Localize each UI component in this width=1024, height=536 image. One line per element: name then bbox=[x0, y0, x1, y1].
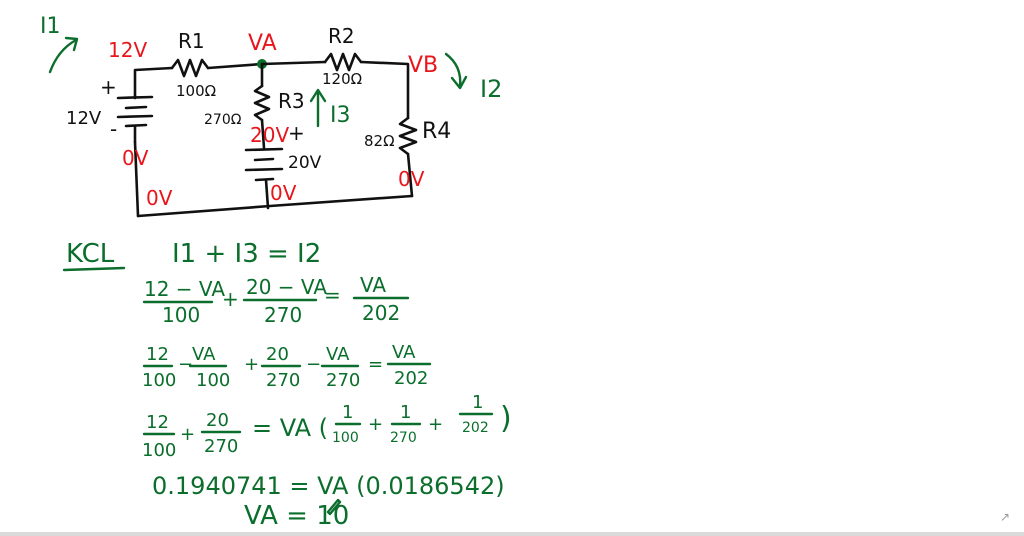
wire-r2-to-node-b bbox=[361, 62, 408, 118]
equation-line-4 bbox=[142, 392, 512, 461]
label-r4-value: 82Ω bbox=[364, 132, 395, 150]
fraction-1-numerator: 12 − VA bbox=[144, 277, 226, 301]
fraction-3-numerator: VA bbox=[360, 273, 387, 297]
wire-mid-battery-to-bottom bbox=[266, 180, 268, 208]
label-0v-left: 0V bbox=[122, 146, 149, 170]
l4-frac-b-den: 270 bbox=[204, 436, 239, 457]
label-0v-mid: 0V bbox=[270, 181, 297, 205]
l4-frac-b-num: 20 bbox=[206, 410, 229, 431]
canvas-bottom-edge bbox=[0, 532, 1024, 536]
l4-frac-a-den: 100 bbox=[142, 440, 177, 461]
wire-top-left bbox=[135, 68, 172, 96]
l3-frac-b-num: VA bbox=[192, 344, 216, 365]
resistor-r1-symbol bbox=[172, 60, 208, 76]
resistor-r4-symbol bbox=[400, 118, 416, 154]
l3-frac-a-den: 100 bbox=[142, 370, 177, 391]
l3-sign-c: + bbox=[244, 354, 260, 375]
label-i2: I2 bbox=[480, 75, 503, 103]
label-20v-mid: 20V bbox=[288, 153, 322, 173]
label-0v-right: 0V bbox=[398, 167, 425, 191]
operator-equals: = bbox=[324, 283, 341, 307]
label-r1: R1 bbox=[178, 29, 205, 53]
arrow-i2-icon bbox=[446, 54, 466, 88]
operator-plus: + bbox=[222, 287, 239, 311]
label-node-b: VB bbox=[408, 53, 439, 78]
equation-line-6: VA = 10 bbox=[244, 501, 350, 531]
l3-frac-a-num: 12 bbox=[146, 344, 169, 365]
label-i1: I1 bbox=[40, 14, 61, 39]
label-node-a: VA bbox=[248, 31, 277, 56]
l4-f3-den: 202 bbox=[462, 420, 489, 436]
label-i3: I3 bbox=[330, 103, 351, 128]
battery-left-symbol bbox=[118, 96, 152, 142]
expand-icon[interactable]: ↗ bbox=[1000, 510, 1011, 524]
l4-plus: + bbox=[180, 424, 196, 445]
l3-frac-b-den: 100 bbox=[196, 370, 231, 391]
label-r3: R3 bbox=[278, 89, 305, 113]
l4-equals-va: = VA ( bbox=[252, 414, 329, 442]
l3-frac-e-den: 202 bbox=[394, 368, 429, 389]
label-20v-top: 20V bbox=[250, 123, 290, 147]
label-r4: R4 bbox=[422, 119, 452, 144]
fraction-2-denominator: 270 bbox=[264, 303, 303, 327]
arrow-i1-icon bbox=[50, 38, 77, 72]
l3-frac-d-den: 270 bbox=[326, 370, 361, 391]
l3-sign-d: − bbox=[306, 354, 322, 375]
label-12v-left: 12V bbox=[66, 108, 102, 129]
kcl-heading: KCL bbox=[66, 239, 115, 269]
equation-line-2 bbox=[144, 273, 408, 327]
label-battery-mid-plus: + bbox=[288, 121, 305, 145]
l4-f3-num: 1 bbox=[472, 392, 484, 413]
label-r1-value: 100Ω bbox=[176, 82, 217, 100]
l4-close-paren: ) bbox=[500, 401, 512, 436]
label-r2-value: 120Ω bbox=[322, 70, 363, 88]
l4-f1-num: 1 bbox=[342, 402, 354, 423]
l3-equals: = bbox=[368, 354, 384, 375]
l4-f2-num: 1 bbox=[400, 402, 412, 423]
kcl-equation: I1 + I3 = I2 bbox=[172, 239, 322, 269]
label-r2: R2 bbox=[328, 24, 355, 48]
label-battery-left-plus: + bbox=[100, 75, 117, 99]
l3-frac-d-num: VA bbox=[326, 344, 350, 365]
circuit-diagram bbox=[40, 14, 502, 216]
l4-plus-2: + bbox=[428, 414, 444, 435]
label-r3-value: 270Ω bbox=[204, 112, 242, 128]
battery-mid-symbol bbox=[246, 149, 282, 180]
wire-r1-to-node-a bbox=[208, 64, 262, 68]
l3-frac-e-num: VA bbox=[392, 342, 416, 363]
l4-f2-den: 270 bbox=[390, 430, 417, 446]
equation-line-5: 0.1940741 = VA (0.0186542) bbox=[152, 472, 505, 500]
l3-frac-c-den: 270 bbox=[266, 370, 301, 391]
arrow-i3-icon bbox=[311, 90, 325, 126]
l3-frac-c-num: 20 bbox=[266, 344, 289, 365]
fraction-1-denominator: 100 bbox=[162, 303, 201, 327]
resistor-r2-symbol bbox=[325, 54, 361, 70]
fraction-3-denominator: 202 bbox=[362, 301, 401, 325]
l4-frac-a-num: 12 bbox=[146, 412, 169, 433]
l4-plus-1: + bbox=[368, 414, 384, 435]
fraction-2-numerator: 20 − VA bbox=[246, 275, 328, 299]
l3-sign-b: − bbox=[178, 354, 194, 375]
label-0v-bottom-left: 0V bbox=[146, 186, 173, 210]
l4-f1-den: 100 bbox=[332, 430, 359, 446]
equation-line-3 bbox=[142, 342, 430, 391]
kcl-work bbox=[64, 239, 512, 531]
label-battery-left-minus: - bbox=[110, 117, 118, 141]
label-12v-top: 12V bbox=[108, 38, 148, 62]
resistor-r3-symbol bbox=[255, 86, 269, 120]
wire-node-a-to-r2 bbox=[262, 62, 325, 64]
